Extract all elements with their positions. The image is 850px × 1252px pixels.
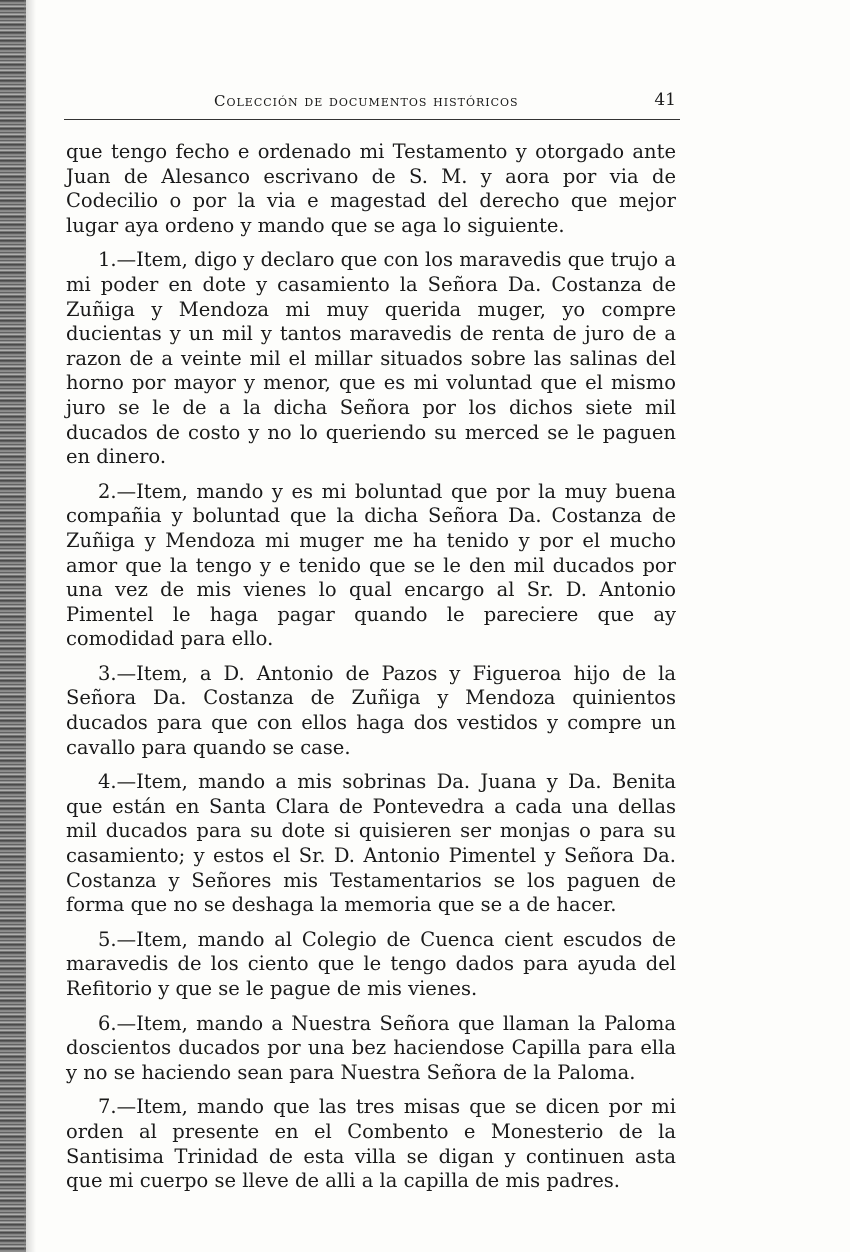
page-header [64, 88, 680, 120]
item-paragraph-1: 1.—Item, digo y declaro que con los maravedis que trujo a mi poder en dote y casamiento la Señora Da. Costanza de Zuñiga y Mendoza mi muy querida muger, yo compre ducientas y un mil y tantos maravedis de renta de juro de a razon de a veinte mil el millar situados sobre las salinas del horno por mayor y menor, que es mi voluntad que el mismo juro se le de a la dicha Señora por los dichos siete mil ducados de costo y no lo queriendo su merced se le paguen en dinero. [66, 248, 676, 469]
page-number: 41 [654, 90, 676, 110]
item-paragraph-6: 6.—Item, mando a Nuestra Señora que llaman la Paloma doscientos ducados por una bez haciendose Capilla para ella y no se haciendo sean para Nuestra Señora de la Paloma. [66, 1011, 676, 1084]
item-paragraph-7: 7.—Item, mando que las tres misas que se dicen por mi orden al presente en el Combento e Monesterio de la Santisima Trinidad de esta villa se digan y continuen asta que mi cuerpo se lleve de alli a la capilla de mis padres. [66, 1095, 676, 1193]
item-paragraph-3: 3.—Item, a D. Antonio de Pazos y Figueroa hijo de la Señora Da. Costanza de Zuñiga y Mendoza quinientos ducados para que con ellos haga dos vestidos y compre un cavallo para quando se case. [66, 661, 676, 759]
header-rule [64, 119, 680, 120]
item-paragraph-4: 4.—Item, mando a mis sobrinas Da. Juana y Da. Benita que están en Santa Clara de Pontevedra a cada una dellas mil ducados para su dote si quisieren ser monjas o para su casamiento; y estos el Sr. D. Antonio Pimentel y Señora Da. Costanza y Señores mis Testamentarios se los paguen de forma que no se deshaga la memoria que se a de hacer. [66, 770, 676, 917]
scanned-binding-edge [0, 0, 26, 1252]
intro-paragraph: que tengo fecho e ordenado mi Testamento y otorgado ante Juan de Alesanco escrivano de S. M. y aora por via de Codecilio o por la via e magestad del derecho que mejor lugar aya ordeno y mando que se aga lo siguiente. [66, 140, 676, 237]
item-paragraph-2: 2.—Item, mando y es mi boluntad que por la muy buena compañia y boluntad que la dicha Señora Da. Costanza de Zuñiga y Mendoza mi muger me ha tenido y por el mucho amor que la tengo y e tenido que se le den mil ducados por una vez de mis vienes lo qual encargo al Sr. D. Antonio Pimentel le haga pagar quando le pareciere que ay comodidad para ello. [66, 479, 676, 651]
running-title: Colección de documentos históricos [214, 92, 519, 110]
document-body [66, 140, 676, 1204]
item-paragraph-5: 5.—Item, mando al Colegio de Cuenca cient escudos de maravedis de los ciento que le tengo dados para ayuda del Refitorio y que se le pague de mis vienes. [66, 927, 676, 1000]
